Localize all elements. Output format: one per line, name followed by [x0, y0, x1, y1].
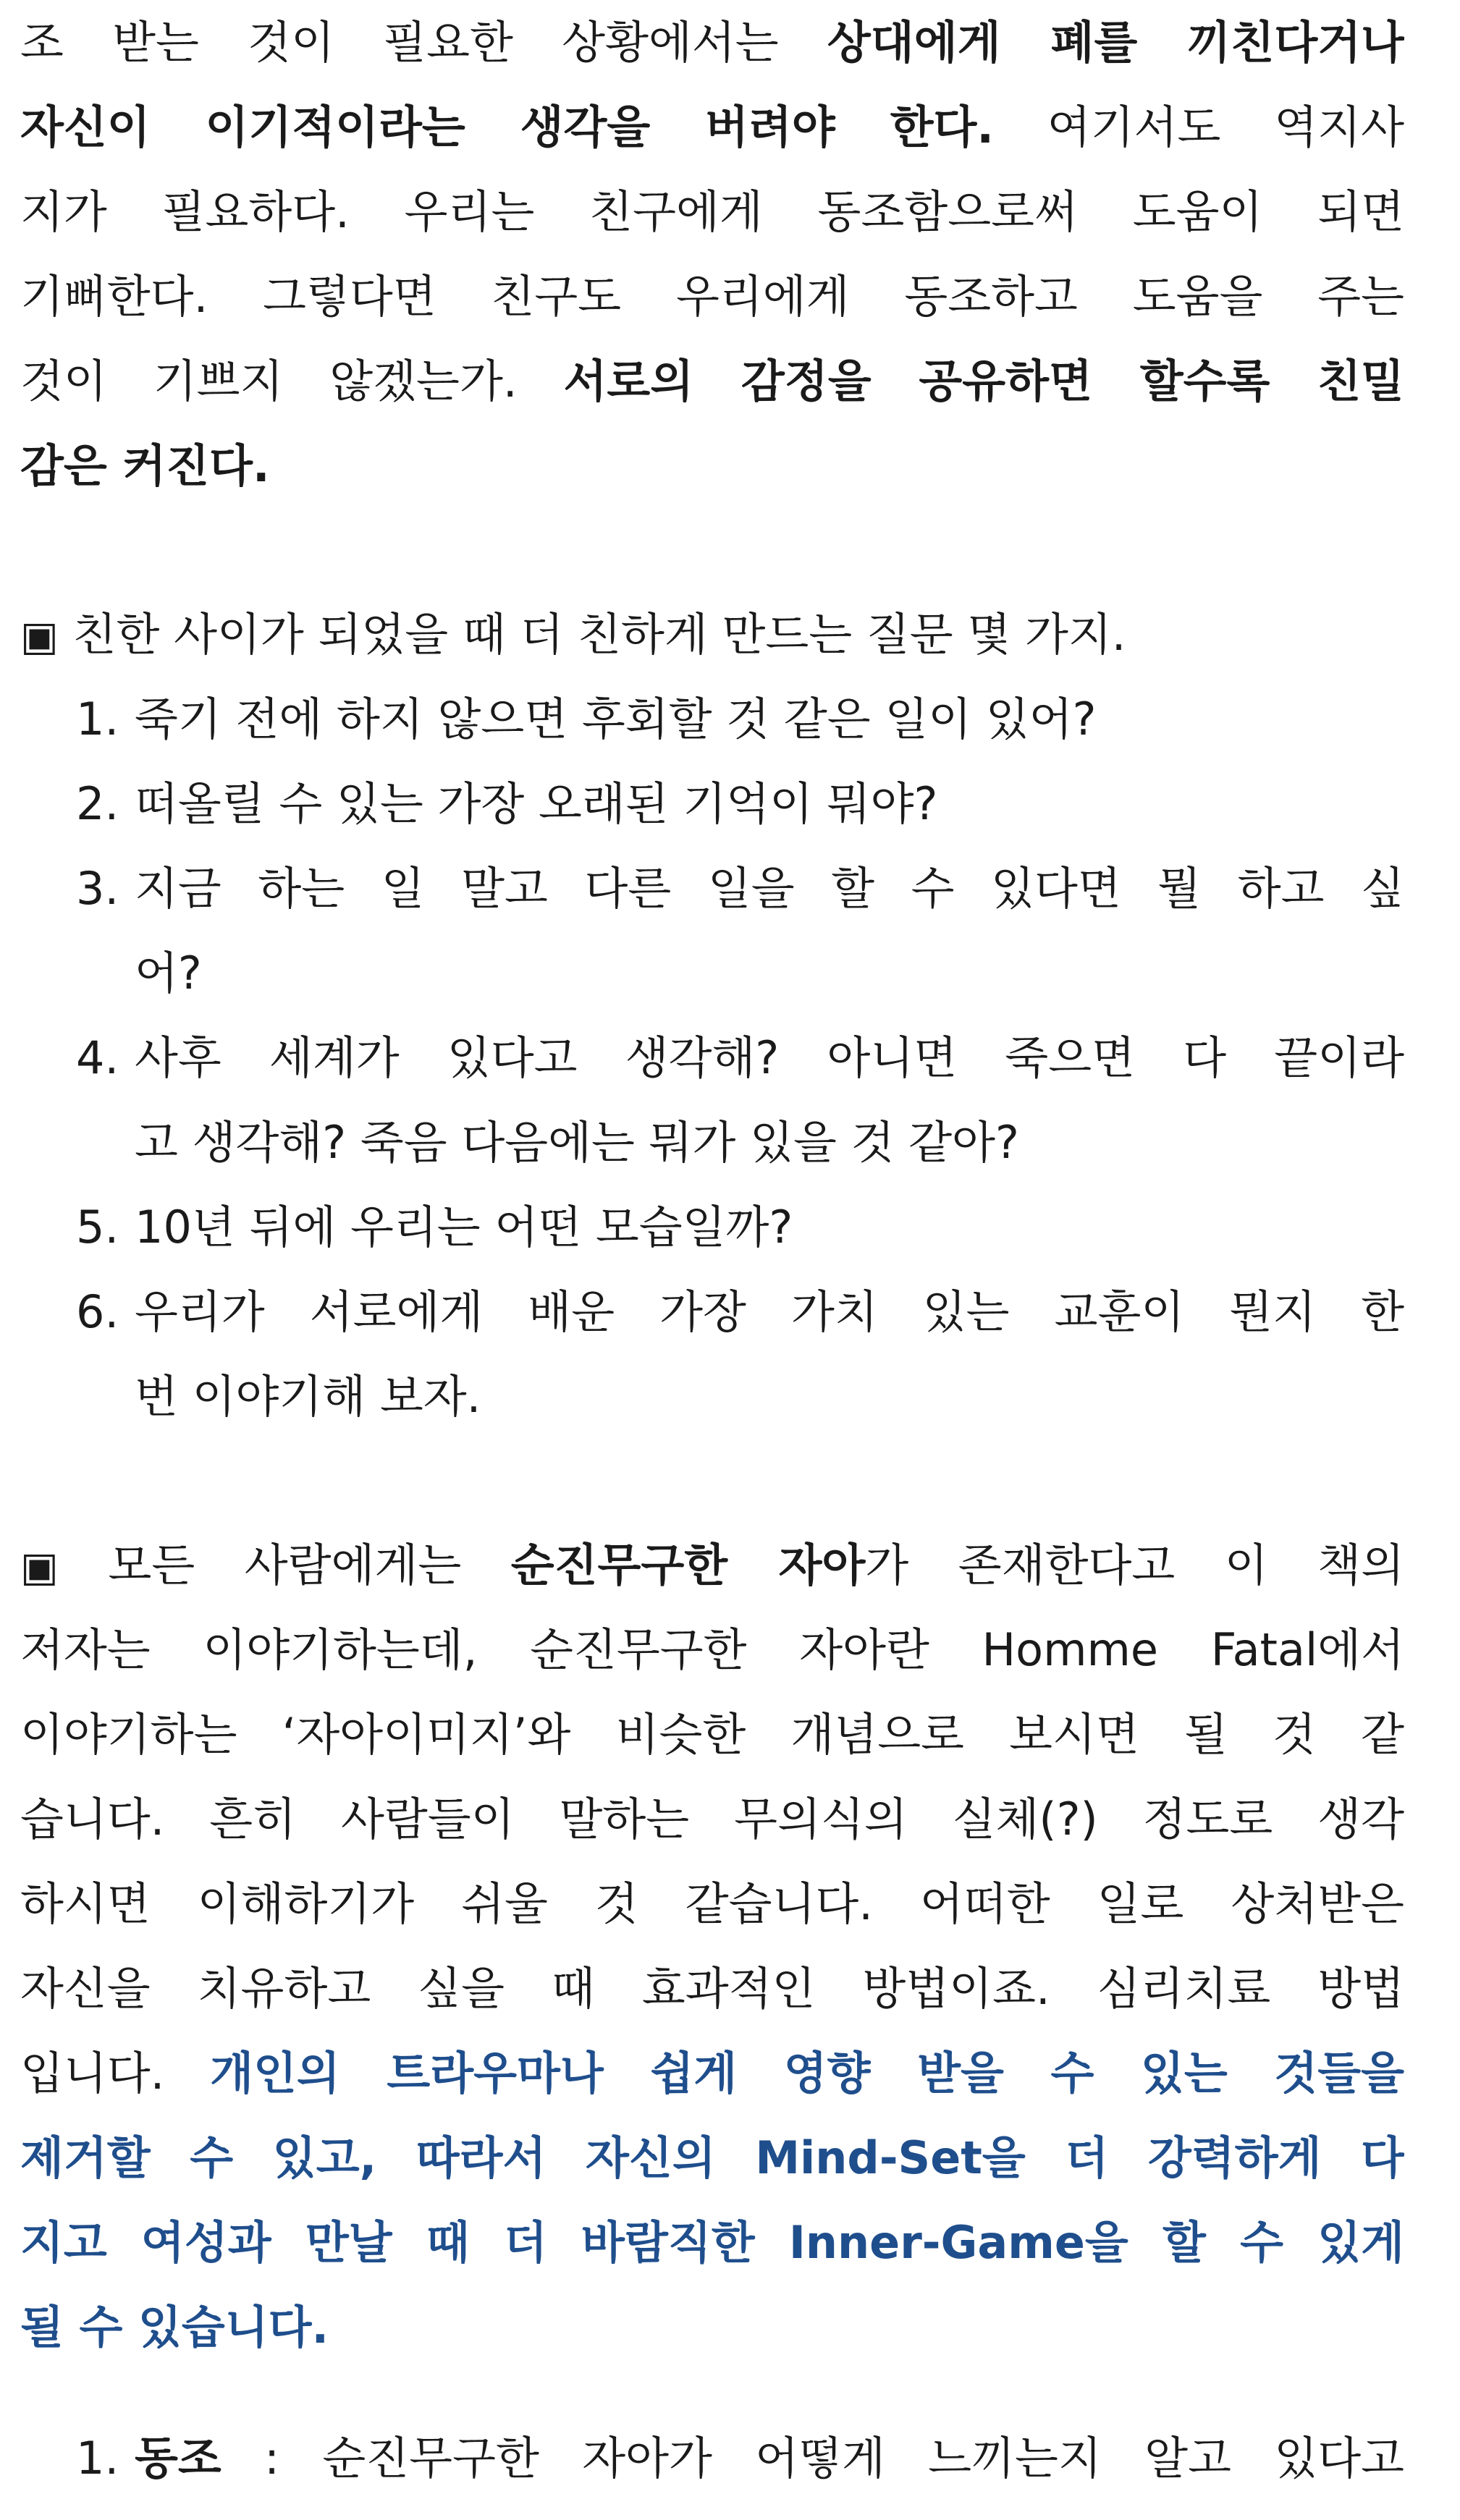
question-list: [76, 677, 1404, 1439]
plain-text: 것이 기쁘지 않겠는가.: [20, 355, 564, 407]
item-text: 어?: [135, 947, 202, 999]
item-text: 고 생각해? 죽음 다음에는 뭐가 있을 것 같아?: [135, 1116, 1019, 1169]
item-text: 죽기 전에 하지 않으면 후회할 것 같은 일이 있어?: [135, 693, 1097, 745]
square-bullet-icon: ▣: [20, 1544, 59, 1591]
text-line: 기뻐한다. 그렇다면 친구도 우리에게 동조하고 도움을 주는: [20, 270, 1404, 323]
highlight-line: 될 수 있습니다.: [20, 2301, 329, 2354]
item-number: 4.: [76, 1031, 119, 1084]
intro-paragraph: [20, 0, 1404, 508]
highlight-line: 지고 여성과 만날 때 더 바람직한 Inner-Game을 할 수 있게: [20, 2216, 1404, 2269]
item-number: 5.: [76, 1201, 119, 1253]
highlight-line: 제거할 수 있고, 따라서 자신의 Mind-Set을 더 강력하게 다: [20, 2131, 1404, 2184]
square-bullet-icon: ▣: [20, 613, 59, 660]
plain-text: 여기서도 역지사: [993, 101, 1404, 153]
item-text: 지금 하는 일 말고 다른 일을 할 수 있다면 뭘 하고 싶: [135, 862, 1404, 915]
plain-text: : 순진무구한 자아가 어떻게 느끼는지 알고 있다고: [221, 2432, 1404, 2485]
bold-text: 상대에게 폐를 끼친다거나: [827, 16, 1404, 69]
list-item: [76, 677, 1404, 761]
plain-text: 모든 사람에게는: [58, 1539, 511, 1591]
highlight-text: 개인의 트라우마나 쉽게 영향 받을 수 있는 것들을: [210, 2047, 1404, 2100]
list-item: [76, 846, 1404, 1015]
list-item: [76, 1269, 1404, 1439]
bold-text: 자신이 이기적이라는 생각을 버려야 한다.: [20, 101, 994, 153]
self-image-paragraph: [20, 1523, 1404, 2369]
technique-list: [76, 2416, 1404, 2500]
item-number: 2.: [76, 777, 119, 830]
item-text: 10년 뒤에 우리는 어떤 모습일까?: [135, 1201, 793, 1253]
item-text: 떠올릴 수 있는 가장 오래된 기억이 뭐야?: [135, 777, 938, 830]
item-number: 6.: [76, 1285, 119, 1338]
text-line: [20, 339, 1404, 423]
text-line: 저자는 이야기하는데, 순진무구한 자아란 Homme Fatal에서: [20, 1623, 1404, 1676]
item-text: 우리가 서로에게 배운 가장 가치 있는 교훈이 뭔지 한: [135, 1285, 1404, 1338]
list-item: [76, 761, 1404, 846]
heading-line: [20, 592, 1404, 677]
bold-text: 서로의 감정을 공유하면 할수록 친밀: [563, 355, 1404, 407]
bold-text: 순진무구한 자아: [510, 1539, 866, 1591]
text-line: [20, 0, 1404, 85]
list-item: [76, 1015, 1404, 1185]
item-text: [135, 2416, 1404, 2500]
item-text: 사후 세계가 있다고 생각해? 아니면 죽으면 다 끝이라: [135, 1031, 1404, 1084]
plain-text: 입니다.: [20, 2047, 211, 2100]
plain-text: 가 존재한다고 이 책의: [865, 1539, 1404, 1591]
text-line: [20, 2031, 1404, 2115]
text-line: 감은 커진다.: [20, 439, 270, 492]
item-number: 3.: [76, 862, 119, 915]
item-number: 1.: [76, 693, 119, 745]
text-line: 자신을 치유하고 싶을 때 효과적인 방법이죠. 심리치료 방법: [20, 1962, 1404, 2015]
heading-text: 친한 사이가 되었을 때 더 친하게 만드는 질문 몇 가지.: [58, 608, 1126, 661]
item-text: 번 이야기해 보자.: [135, 1370, 481, 1423]
text-line: [20, 85, 1404, 169]
list-item: [76, 2416, 1404, 2500]
list-item: [76, 1185, 1404, 1269]
text-line: [20, 1523, 1404, 1607]
text-line: 습니다. 흔히 사람들이 말하는 무의식의 실체(?) 정도로 생각: [20, 1793, 1404, 1845]
item-number: 1.: [76, 2432, 119, 2485]
plain-text: 조 받는 것이 필요한 상황에서는: [20, 16, 827, 69]
section-heading-questions: [20, 592, 1404, 677]
text-line: 지가 필요하다. 우리는 친구에게 동조함으로써 도움이 되면: [20, 185, 1404, 238]
text-line: 이야기하는 ‘자아이미지’와 비슷한 개념으로 보시면 될 것 같: [20, 1708, 1404, 1761]
bold-term: 동조: [135, 2432, 221, 2485]
text-line: 하시면 이해하기가 쉬울 것 같습니다. 어떠한 일로 상처받은: [20, 1877, 1404, 1930]
